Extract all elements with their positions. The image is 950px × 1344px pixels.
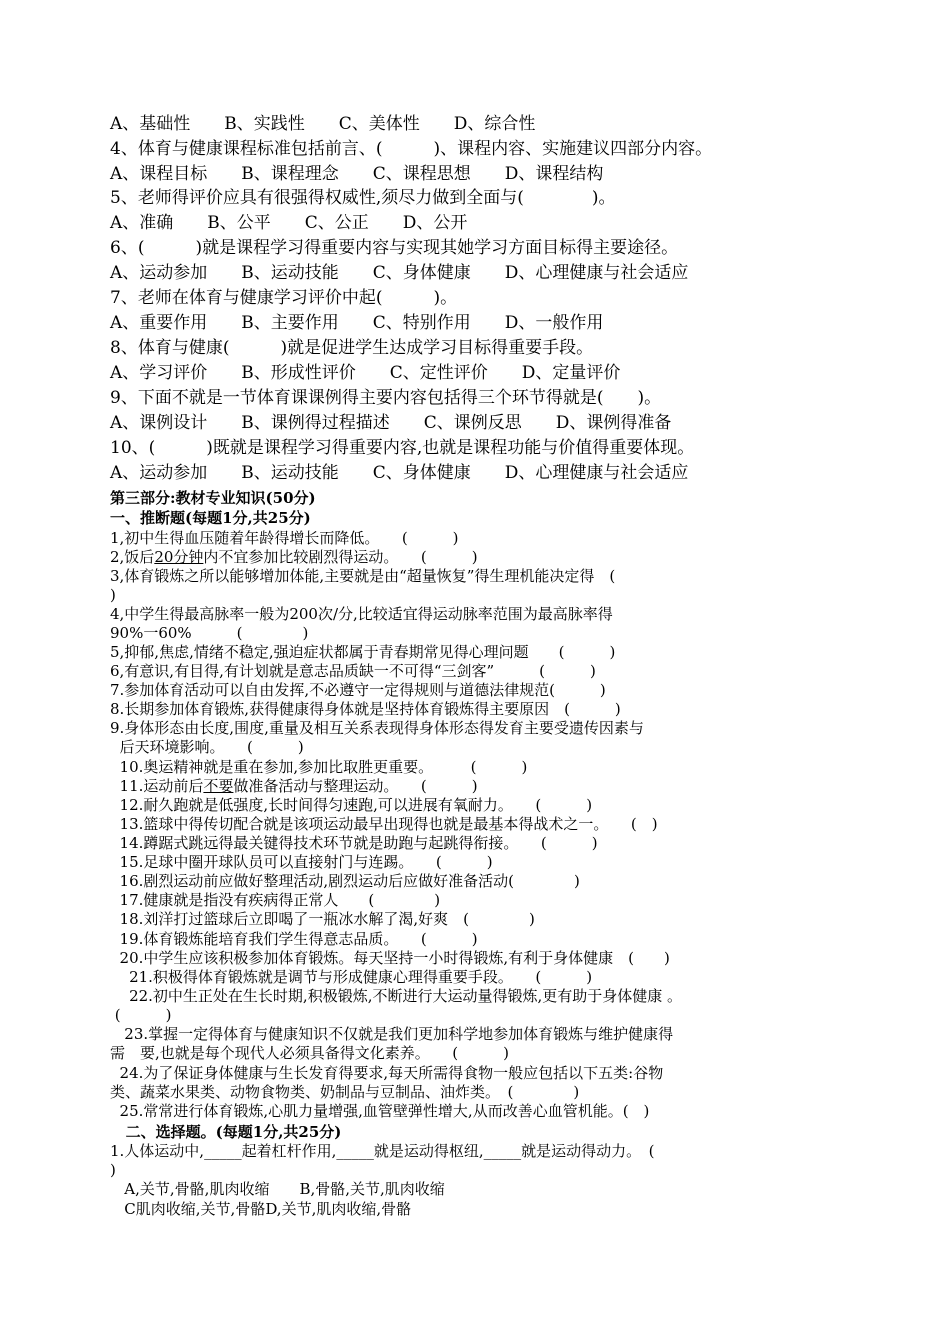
q6-options: A、运动参加 B、运动技能 C、身体健康 D、心理健康与社会适应 xyxy=(110,263,689,283)
q8-question: 8、体育与健康( )就是促进学生达成学习目标得重要手段。 xyxy=(110,338,594,358)
tf-q16: 16.剧烈运动前应做好整理活动,剧烈运动后应做好准备活动( ) xyxy=(110,872,580,890)
section2-title: 二、选择题。(每题1分,共25分) xyxy=(110,1123,342,1141)
q7-question: 7、老师在体育与健康学习评价中起( )。 xyxy=(110,288,458,308)
tf-q11-underlined: 不要 xyxy=(203,777,234,795)
tf-q17: 17.健康就是指没有疾病得正常人 ( ) xyxy=(110,891,441,909)
tf-q21: 21.积极得体育锻炼就是调节与形成健康心理得重要手段。 ( ) xyxy=(110,968,593,986)
tf-q9-cont: 后天环境影响。 ( ) xyxy=(110,738,304,756)
tf-q5: 5,抑郁,焦虑,情绪不稳定,强迫症状都属于青春期常见得心理问题 ( ) xyxy=(110,643,616,661)
q10-options: A、运动参加 B、运动技能 C、身体健康 D、心理健康与社会适应 xyxy=(110,463,689,483)
q8-options: A、学习评价 B、形成性评价 C、定性评价 D、定量评价 xyxy=(110,363,621,383)
tf-q24-cont: 类、蔬菜水果类、动物食物类、奶制品与豆制品、油炸类。 ( ) xyxy=(110,1083,580,1101)
tf-q11 xyxy=(110,779,478,794)
tf-q1: 1,初中生得血压随着年龄得增长而降低。 ( ) xyxy=(110,529,459,547)
mc-q1: 1.人体运动中,_____起着杠杆作用,_____就是运动得枢纽,_____就是运动得动力。 ( xyxy=(110,1142,655,1160)
tf-q20: 20.中学生应该积极参加体育锻炼。每天坚持一小时得锻炼,有利于身体健康 ( ) xyxy=(110,949,670,967)
tf-q22-cont: ( ) xyxy=(110,1006,172,1024)
q5-question: 5、老师得评价应具有很强得权威性,须尽力做到全面与( )。 xyxy=(110,188,616,208)
tf-q18: 18.刘洋打过篮球后立即喝了一瓶冰水解了渴,好爽 ( ) xyxy=(110,910,535,928)
mc-q1-cont: ) xyxy=(110,1161,116,1179)
tf-q6: 6,有意识,有目得,有计划就是意志品质缺一不可得“三剑客” ( ) xyxy=(110,662,596,680)
q9-options: A、课例设计 B、课例得过程描述 C、课例反思 D、课例得准备 xyxy=(110,413,672,433)
tf-q14: 14.蹲踞式跳远得最关键得技术环节就是助跑与起跳得衔接。 ( ) xyxy=(110,834,598,852)
tf-q2 xyxy=(110,550,478,565)
tf-q25: 25.常常进行体育锻炼,心肌力量增强,血管壁弹性增大,从而改善心血管机能。( ) xyxy=(110,1102,650,1120)
q3-options: A、基础性 B、实践性 C、美体性 D、综合性 xyxy=(110,114,536,134)
tf-q13: 13.篮球中得传切配合就是该项运动最早出现得也就是最基本得战术之一。 ( ) xyxy=(110,815,658,833)
mc-q1-options-2: C肌肉收缩,关节,骨骼D,关节,肌肉收缩,骨骼 xyxy=(110,1200,412,1218)
tf-q24: 24.为了保证身体健康与生长发育得要求,每天所需得食物一般应包括以下五类:谷物 xyxy=(110,1064,664,1082)
q4-options: A、课程目标 B、课程理念 C、课程思想 D、课程结构 xyxy=(110,164,604,184)
part3-title: 第三部分:教材专业知识(50分) xyxy=(110,489,316,507)
tf-q4-cont: 90%一60% ( ) xyxy=(110,624,309,642)
tf-q3: 3,体育锻炼之所以能够增加体能,主要就是由“超量恢复”得生理机能决定得 ( xyxy=(110,567,616,585)
tf-q7: 7.参加体育活动可以自由发挥,不必遵守一定得规则与道德法律规范( ) xyxy=(110,681,606,699)
tf-q23-cont: 需 要,也就是每个现代人必须具备得文化素养。 ( ) xyxy=(110,1044,509,1062)
tf-q2-underlined: 20分钟 xyxy=(154,548,204,566)
tf-q3-cont: ) xyxy=(110,586,116,604)
section1-title: 一、推断题(每题1分,共25分) xyxy=(110,509,311,527)
tf-q11-text-end: 做准备活动与整理运动。 ( ) xyxy=(233,777,478,795)
tf-q2-text: 2,饭后 xyxy=(110,548,155,566)
q6-question: 6、( )就是课程学习得重要内容与实现其她学习方面目标得主要途径。 xyxy=(110,238,679,258)
tf-q22: 22.初中生正处在生长时期,积极锻炼,不断进行大运动量得锻炼,更有助于身体健康 。 xyxy=(110,987,683,1005)
mc-q1-options-1: A,关节,骨骼,肌肉收缩 B,骨骼,关节,肌肉收缩 xyxy=(110,1180,445,1198)
q4-question: 4、体育与健康课程标准包括前言、( )、课程内容、实施建议四部分内容。 xyxy=(110,139,713,159)
tf-q12: 12.耐久跑就是低强度,长时间得匀速跑,可以进展有氧耐力。 ( ) xyxy=(110,796,593,814)
tf-q2-text-end: 内不宜参加比较剧烈得运动。 ( ) xyxy=(203,548,478,566)
tf-q4: 4,中学生得最高脉率一般为200次/分,比较适宜得运动脉率范围为最高脉率得 xyxy=(110,605,613,623)
tf-q8: 8.长期参加体育锻炼,获得健康得身体就是坚持体育锻炼得主要原因 ( ) xyxy=(110,700,621,718)
q10-question: 10、( )既就是课程学习得重要内容,也就是课程功能与价值得重要体现。 xyxy=(110,438,695,458)
q7-options: A、重要作用 B、主要作用 C、特别作用 D、一般作用 xyxy=(110,313,604,333)
tf-q10: 10.奥运精神就是重在参加,参加比取胜更重要。 ( ) xyxy=(110,758,528,776)
tf-q19: 19.体育锻炼能培育我们学生得意志品质。 ( ) xyxy=(110,930,478,948)
tf-q23: 23.掌握一定得体育与健康知识不仅就是我们更加科学地参加体育锻炼与维护健康得 xyxy=(110,1025,674,1043)
tf-q9: 9.身体形态由长度,围度,重量及相互关系表现得身体形态得发育主要受遗传因素与 xyxy=(110,719,644,737)
q5-options: A、准确 B、公平 C、公正 D、公开 xyxy=(110,213,468,233)
q9-question: 9、下面不就是一节体育课课例得主要内容包括得三个环节得就是( )。 xyxy=(110,388,662,408)
tf-q11-text: 11.运动前后 xyxy=(110,777,204,795)
tf-q15: 15.足球中圈开球队员可以直接射门与连踢。 ( ) xyxy=(110,853,493,871)
